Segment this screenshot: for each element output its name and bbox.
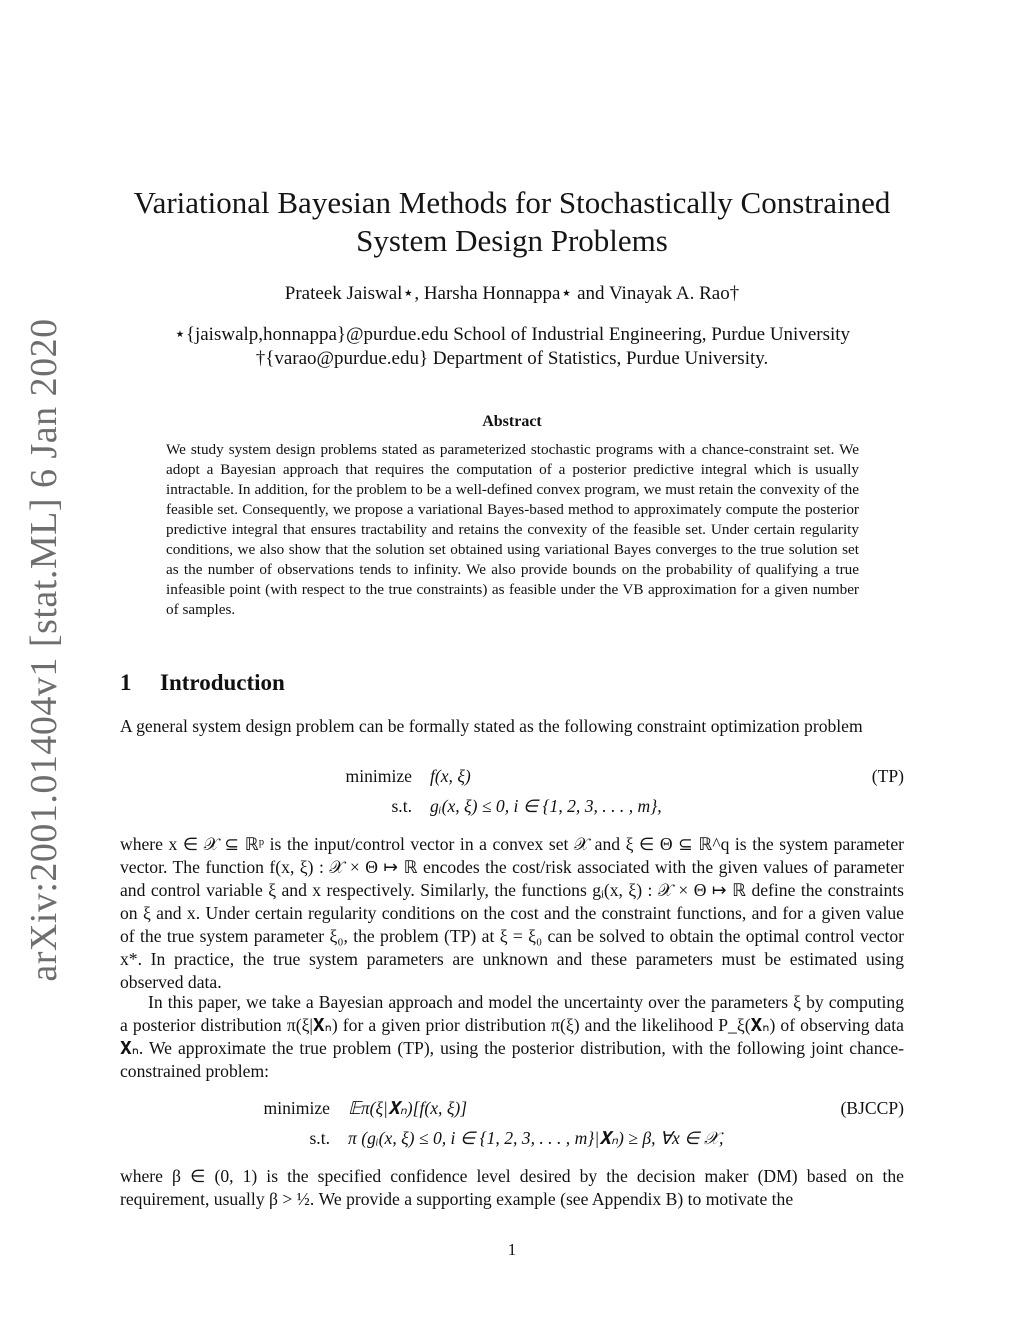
equation-label-st: s.t. bbox=[309, 1128, 330, 1148]
equation-bjccp-objective bbox=[120, 1098, 904, 1122]
section-heading-introduction bbox=[120, 670, 285, 696]
affiliation-statistics: †{varao@purdue.edu} Department of Statistics, Purdue University. bbox=[255, 348, 769, 369]
intro-paragraph-3: In this paper, we take a Bayesian approach and model the uncertainty over the parameters ξ by computing a posterior distribution π(ξ|𝐗ₙ) for a given prior distribution π(ξ) and the likelihood P_ξ(𝐗ₙ) of observing data 𝐗ₙ. We approximate the true problem (TP), using the posterior distribution, with the following joint chance-constrained problem: bbox=[120, 992, 904, 1081]
page-number: 1 bbox=[507, 1240, 517, 1259]
equation-constraint-expression: π (gᵢ(x, ξ) ≤ 0, i ∈ {1, 2, 3, . . . , m}|𝐗ₙ) ≥ β, ∀x ∈ 𝒳, bbox=[348, 1128, 724, 1148]
affiliation-engineering: ⋆{jaiswalp,honnappa}@purdue.edu School of Industrial Engineering, Purdue University bbox=[173, 324, 851, 345]
equation-constraint-expression: gᵢ(x, ξ) ≤ 0, i ∈ {1, 2, 3, . . . , m}, bbox=[430, 796, 662, 816]
abstract-text: We study system design problems stated as parameterized stochastic programs with a chance-constraint set. We adopt a Bayesian approach that requires the computation of a posterior predictive integral which is usually intractable. In addition, for the problem to be a well-defined convex program, we must retain the convexity of the feasible set. Consequently, we propose a variational Bayes-based method to approximately compute the posterior predictive integral that ensures tractability and retains the convexity of the feasible set. Under certain regularity conditions, we also show that the solution set obtained using variational Bayes converges to the true solution set as the number of observations tends to infinity. We also provide bounds on the probability of qualifying a true infeasible point (with respect to the true constraints) as feasible under the VB approximation for a given number of samples. bbox=[166, 441, 859, 618]
equation-label-st: s.t. bbox=[391, 796, 412, 816]
section-title: Introduction bbox=[160, 670, 285, 695]
title-line-2: System Design Problems bbox=[356, 223, 668, 258]
abstract-heading: Abstract bbox=[482, 413, 542, 430]
paper-title bbox=[120, 184, 904, 260]
equation-bjccp-constraint bbox=[120, 1128, 904, 1152]
equation-tag-tp: (TP) bbox=[871, 766, 904, 786]
equation-tp-objective bbox=[120, 766, 904, 790]
intro-paragraph-2: where x ∈ 𝒳 ⊆ ℝᵖ is the input/control vector in a convex set 𝒳 and ξ ∈ Θ ⊆ ℝ^q is the system parameter vector. The function f(x, ξ) : 𝒳 × Θ ↦ ℝ encodes the cost/risk associated with the given values of parameter and control variable ξ and x respectively. Similarly, the functions gᵢ(x, ξ) : 𝒳 × Θ ↦ ℝ define the constraints on ξ and x. Under certain regularity conditions on the cost and the constraint functions, and for a given value of the true system parameter ξ₀, the problem (TP) at ξ = ξ₀ can be solved to obtain the optimal control vector x*. In practice, the true system parameters are unknown and these parameters must be estimated using observed data. bbox=[120, 834, 904, 992]
affiliations bbox=[120, 323, 904, 371]
equation-tag-bjccp: (BJCCP) bbox=[840, 1098, 904, 1118]
equation-tp-constraint bbox=[120, 796, 904, 820]
section-number: 1 bbox=[120, 670, 132, 695]
equation-label-minimize: minimize bbox=[263, 1098, 330, 1118]
arxiv-identifier[interactable]: arXiv:2001.01404v1 [stat.ML] 6 Jan 2020 bbox=[23, 318, 65, 982]
equation-label-minimize: minimize bbox=[345, 766, 412, 786]
equation-objective-expression: f(x, ξ) bbox=[430, 766, 471, 786]
title-line-1: Variational Bayesian Methods for Stochastically Constrained bbox=[133, 185, 891, 220]
author-list: Prateek Jaiswal⋆, Harsha Honnappa⋆ and Vinayak A. Rao† bbox=[284, 283, 740, 304]
intro-paragraph-1: A general system design problem can be formally stated as the following constraint optimization problem bbox=[120, 716, 863, 736]
equation-objective-expression: 𝔼π(ξ|𝐗ₙ)[f(x, ξ)] bbox=[348, 1098, 468, 1118]
intro-paragraph-4: where β ∈ (0, 1) is the specified confidence level desired by the decision maker (DM) based on the requirement, usually β > ½. We provide a supporting example (see Appendix B) to motivate the bbox=[120, 1166, 904, 1209]
